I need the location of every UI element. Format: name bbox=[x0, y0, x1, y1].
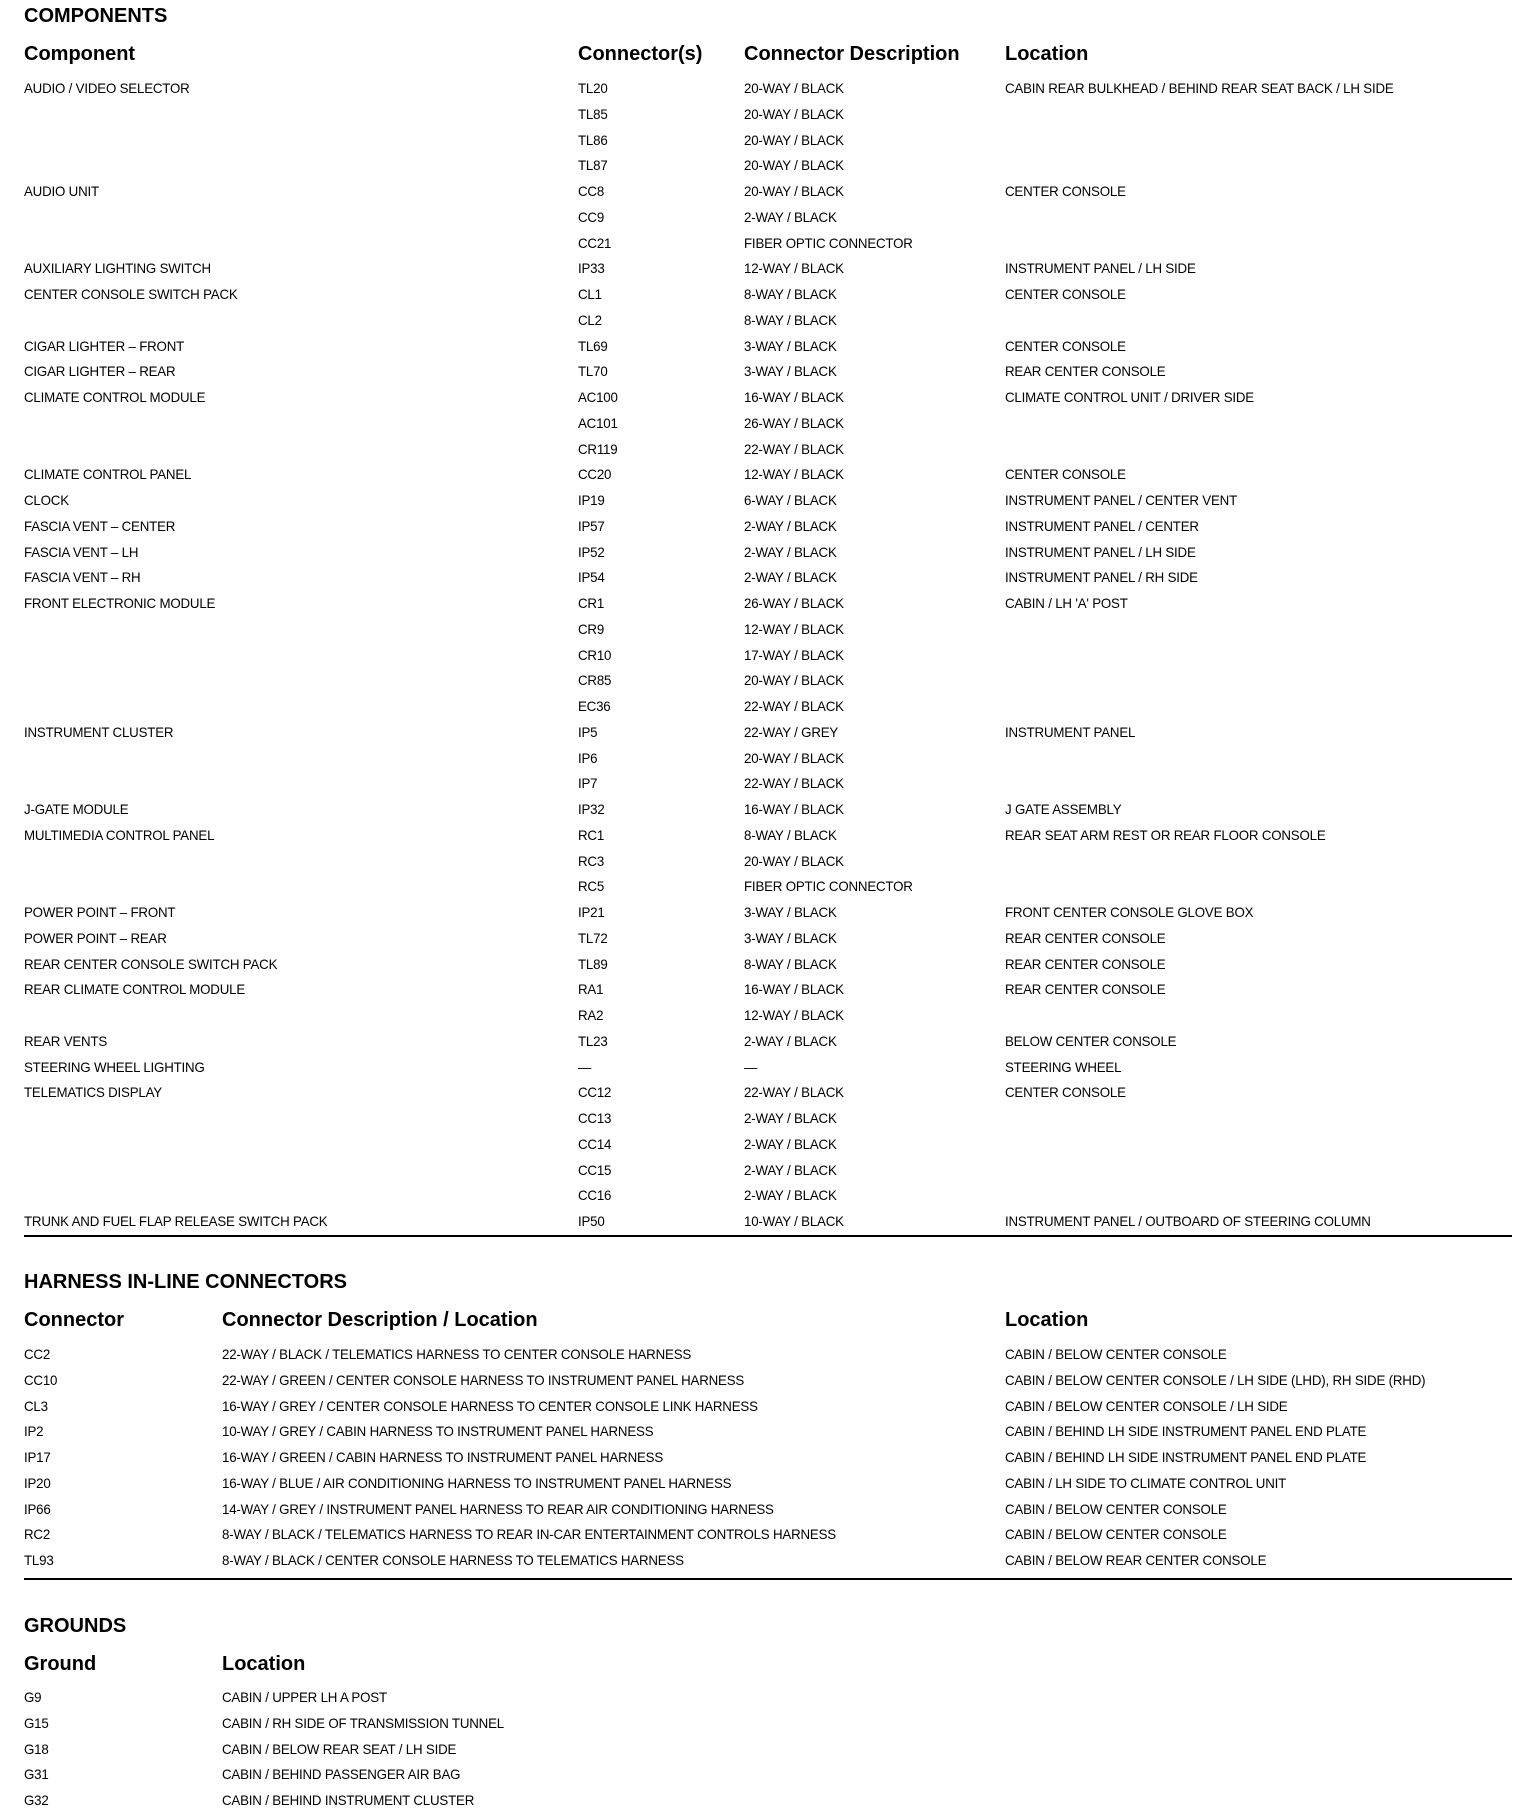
table-row bbox=[0, 1034, 1536, 1060]
connector-id-cell: IP20 bbox=[24, 1474, 51, 1491]
connector-id-cell: EC36 bbox=[578, 698, 611, 714]
connector-description-cell: 26-WAY / BLACK bbox=[744, 414, 844, 431]
connector-description-cell: 2-WAY / BLACK bbox=[744, 543, 837, 560]
component-name-cell: AUDIO UNIT bbox=[24, 183, 99, 199]
table-row bbox=[0, 776, 1536, 802]
harness-section-title: HARNESS IN-LINE CONNECTORS bbox=[24, 1271, 347, 1293]
connector-id-cell: CR10 bbox=[578, 646, 612, 663]
connector-description-cell: 20-WAY / BLACK bbox=[744, 672, 844, 689]
connector-description-cell: 6-WAY / BLACK bbox=[744, 492, 837, 508]
connector-description-cell: 16-WAY / BLACK bbox=[744, 389, 844, 405]
connector-id-cell: CC13 bbox=[578, 1110, 612, 1126]
connector-id-cell: IP66 bbox=[24, 1500, 51, 1517]
connector-description-cell: 2-WAY / BLACK bbox=[744, 1110, 837, 1126]
table-row bbox=[0, 931, 1536, 957]
table-row bbox=[0, 1399, 1536, 1425]
component-name-cell: AUXILIARY LIGHTING SWITCH bbox=[24, 260, 211, 277]
connector-id-cell: RC5 bbox=[578, 878, 605, 895]
connector-description-cell: 8-WAY / BLACK bbox=[744, 286, 837, 302]
location-cell: REAR CENTER CONSOLE bbox=[1005, 955, 1166, 972]
connector-description-cell: 12-WAY / BLACK bbox=[744, 1007, 844, 1023]
connector-description-cell: 22-WAY / GREY bbox=[744, 723, 839, 740]
component-name-cell: CLIMATE CONTROL PANEL bbox=[24, 466, 192, 483]
table-row bbox=[0, 184, 1536, 210]
connector-id-cell: RC2 bbox=[24, 1526, 51, 1543]
table-row bbox=[0, 493, 1536, 519]
table-row bbox=[0, 957, 1536, 983]
header-description-location: Connector Description / Location bbox=[222, 1309, 538, 1331]
component-name-cell: REAR CLIMATE CONTROL MODULE bbox=[24, 981, 246, 998]
connector-id-cell: TL70 bbox=[578, 363, 608, 380]
header-location: Location bbox=[1005, 43, 1089, 65]
table-row bbox=[0, 1553, 1536, 1579]
location-cell: J GATE ASSEMBLY bbox=[1005, 801, 1122, 817]
component-name-cell: REAR VENTS bbox=[24, 1032, 108, 1049]
table-row bbox=[0, 699, 1536, 725]
connector-description-cell: 20-WAY / BLACK bbox=[744, 749, 844, 766]
table-row bbox=[0, 1163, 1536, 1189]
connector-id-cell: IP6 bbox=[578, 749, 598, 766]
location-cell: CABIN / RH SIDE OF TRANSMISSION TUNNEL bbox=[222, 1714, 504, 1731]
table-row bbox=[0, 1502, 1536, 1528]
location-cell: CABIN / LH SIDE TO CLIMATE CONTROL UNIT bbox=[1005, 1474, 1287, 1491]
connector-description-cell: 8-WAY / BLACK / TELEMATICS HARNESS TO REAR IN-CAR ENTERTAINMENT CONTROLS HARNESS bbox=[222, 1526, 836, 1543]
connector-description-cell: 2-WAY / BLACK bbox=[744, 1187, 837, 1204]
location-cell: CENTER CONSOLE bbox=[1005, 1084, 1126, 1101]
connector-id-cell: IP32 bbox=[578, 801, 605, 817]
table-row bbox=[0, 339, 1536, 365]
grounds-section-title: GROUNDS bbox=[24, 1615, 127, 1637]
location-cell: INSTRUMENT PANEL / OUTBOARD OF STEERING COLUMN bbox=[1005, 1213, 1371, 1229]
component-name-cell: STEERING WHEEL LIGHTING bbox=[24, 1058, 205, 1075]
connector-description-cell: 2-WAY / BLACK bbox=[744, 1135, 837, 1152]
table-row bbox=[0, 107, 1536, 133]
connector-id-cell: IP57 bbox=[578, 517, 605, 534]
connector-description-cell: 26-WAY / BLACK bbox=[744, 595, 844, 611]
table-row bbox=[0, 673, 1536, 699]
section-divider bbox=[24, 1235, 1512, 1237]
component-name-cell: FASCIA VENT – RH bbox=[24, 569, 141, 586]
connector-id-cell: CL2 bbox=[578, 311, 602, 328]
location-cell: CABIN / BEHIND LH SIDE INSTRUMENT PANEL END PLATE bbox=[1005, 1423, 1367, 1440]
table-row bbox=[0, 802, 1536, 828]
table-row bbox=[0, 1085, 1536, 1111]
connector-id-cell: CC16 bbox=[578, 1187, 612, 1204]
components-section-title: COMPONENTS bbox=[24, 5, 168, 27]
header-location: Location bbox=[222, 1653, 306, 1675]
ground-id-cell: G32 bbox=[24, 1792, 49, 1808]
connector-id-cell: AC101 bbox=[578, 414, 618, 431]
table-row bbox=[0, 725, 1536, 751]
component-name-cell: CIGAR LIGHTER – FRONT bbox=[24, 337, 185, 354]
connector-id-cell: CC15 bbox=[578, 1161, 612, 1178]
table-row bbox=[0, 1793, 1536, 1819]
component-name-cell: J-GATE MODULE bbox=[24, 801, 129, 817]
table-row bbox=[0, 982, 1536, 1008]
component-name-cell: POWER POINT – REAR bbox=[24, 929, 167, 946]
table-row bbox=[0, 1527, 1536, 1553]
location-cell: BELOW CENTER CONSOLE bbox=[1005, 1032, 1177, 1049]
location-cell: INSTRUMENT PANEL / CENTER VENT bbox=[1005, 492, 1238, 508]
connector-id-cell: — bbox=[578, 1058, 592, 1075]
table-row bbox=[0, 519, 1536, 545]
table-row bbox=[0, 261, 1536, 287]
component-name-cell: INSTRUMENT CLUSTER bbox=[24, 723, 174, 740]
table-row bbox=[0, 596, 1536, 622]
location-cell: CENTER CONSOLE bbox=[1005, 183, 1126, 199]
connector-description-cell: 2-WAY / BLACK bbox=[744, 517, 837, 534]
connector-description-cell: 8-WAY / BLACK bbox=[744, 311, 837, 328]
table-row bbox=[0, 390, 1536, 416]
connector-description-cell: 16-WAY / GREEN / CABIN HARNESS TO INSTRUMENT PANEL HARNESS bbox=[222, 1449, 664, 1465]
table-row bbox=[0, 416, 1536, 442]
location-cell: REAR SEAT ARM REST OR REAR FLOOR CONSOLE bbox=[1005, 826, 1326, 843]
connector-description-cell: 12-WAY / BLACK bbox=[744, 260, 844, 277]
connector-id-cell: CR85 bbox=[578, 672, 612, 689]
connector-description-cell: 2-WAY / BLACK bbox=[744, 1161, 837, 1178]
connector-description-cell: 12-WAY / BLACK bbox=[744, 466, 844, 483]
table-row bbox=[0, 1716, 1536, 1742]
connector-description-cell: 20-WAY / BLACK bbox=[744, 131, 844, 148]
table-row bbox=[0, 1424, 1536, 1450]
connector-id-cell: TL72 bbox=[578, 929, 608, 946]
connector-description-cell: 17-WAY / BLACK bbox=[744, 646, 844, 663]
connector-id-cell: CC12 bbox=[578, 1084, 612, 1101]
connector-id-cell: CC21 bbox=[578, 234, 612, 251]
section-divider bbox=[24, 1578, 1512, 1580]
component-name-cell: MULTIMEDIA CONTROL PANEL bbox=[24, 826, 215, 843]
table-row bbox=[0, 1347, 1536, 1373]
table-row bbox=[0, 313, 1536, 339]
connector-id-cell: IP50 bbox=[578, 1213, 605, 1229]
connector-id-cell: CC2 bbox=[24, 1346, 51, 1362]
location-cell: INSTRUMENT PANEL / LH SIDE bbox=[1005, 543, 1196, 560]
table-row bbox=[0, 1008, 1536, 1034]
location-cell: CENTER CONSOLE bbox=[1005, 466, 1126, 483]
connector-description-cell: 10-WAY / GREY / CABIN HARNESS TO INSTRUMENT PANEL HARNESS bbox=[222, 1423, 654, 1440]
connector-description-cell: FIBER OPTIC CONNECTOR bbox=[744, 234, 913, 251]
connector-description-cell: 22-WAY / BLACK bbox=[744, 775, 844, 792]
table-row bbox=[0, 1111, 1536, 1137]
ground-id-cell: G18 bbox=[24, 1740, 49, 1757]
connector-id-cell: IP21 bbox=[578, 904, 605, 920]
connector-id-cell: RA1 bbox=[578, 981, 604, 998]
location-cell: CABIN / BELOW CENTER CONSOLE / LH SIDE bbox=[1005, 1397, 1288, 1414]
connector-id-cell: CC14 bbox=[578, 1135, 612, 1152]
table-row bbox=[0, 879, 1536, 905]
table-row bbox=[0, 133, 1536, 159]
location-cell: CABIN / BELOW CENTER CONSOLE / LH SIDE (LHD), RH SIDE (RHD) bbox=[1005, 1371, 1426, 1388]
location-cell: CENTER CONSOLE bbox=[1005, 286, 1126, 302]
table-row bbox=[0, 81, 1536, 107]
location-cell: CLIMATE CONTROL UNIT / DRIVER SIDE bbox=[1005, 389, 1254, 405]
connector-description-cell: 20-WAY / BLACK bbox=[744, 157, 844, 174]
connector-description-cell: 16-WAY / BLUE / AIR CONDITIONING HARNESS TO INSTRUMENT PANEL HARNESS bbox=[222, 1474, 732, 1491]
connector-description-cell: 2-WAY / BLACK bbox=[744, 569, 837, 586]
connector-id-cell: RC3 bbox=[578, 852, 605, 869]
component-name-cell: CENTER CONSOLE SWITCH PACK bbox=[24, 286, 238, 302]
connector-id-cell: IP33 bbox=[578, 260, 605, 277]
connector-description-cell: 22-WAY / GREEN / CENTER CONSOLE HARNESS TO INSTRUMENT PANEL HARNESS bbox=[222, 1371, 745, 1388]
table-row bbox=[0, 1767, 1536, 1793]
header-location: Location bbox=[1005, 1309, 1089, 1331]
connector-description-cell: 22-WAY / BLACK bbox=[744, 698, 844, 714]
connector-description-cell: 8-WAY / BLACK / CENTER CONSOLE HARNESS TO TELEMATICS HARNESS bbox=[222, 1552, 684, 1568]
component-name-cell: POWER POINT – FRONT bbox=[24, 904, 176, 920]
table-row bbox=[0, 751, 1536, 777]
component-name-cell: AUDIO / VIDEO SELECTOR bbox=[24, 80, 190, 96]
location-cell: INSTRUMENT PANEL / CENTER bbox=[1005, 517, 1199, 534]
component-name-cell: FASCIA VENT – CENTER bbox=[24, 517, 176, 534]
connector-description-cell: 16-WAY / BLACK bbox=[744, 801, 844, 817]
location-cell: CABIN / BEHIND INSTRUMENT CLUSTER bbox=[222, 1792, 475, 1808]
connector-id-cell: TL86 bbox=[578, 131, 608, 148]
connector-description-cell: 3-WAY / BLACK bbox=[744, 904, 837, 920]
header-connector-description: Connector Description bbox=[744, 43, 960, 65]
component-name-cell: CLOCK bbox=[24, 492, 69, 508]
grounds-rows bbox=[0, 1690, 1536, 1819]
location-cell: CABIN / BELOW CENTER CONSOLE bbox=[1005, 1526, 1227, 1543]
location-cell: CABIN / BEHIND PASSENGER AIR BAG bbox=[222, 1766, 461, 1783]
location-cell: CABIN / BELOW REAR CENTER CONSOLE bbox=[1005, 1552, 1267, 1568]
connector-description-cell: 20-WAY / BLACK bbox=[744, 105, 844, 122]
connector-id-cell: IP17 bbox=[24, 1449, 51, 1465]
component-name-cell: CLIMATE CONTROL MODULE bbox=[24, 389, 206, 405]
table-row bbox=[0, 158, 1536, 184]
table-row bbox=[0, 236, 1536, 262]
connector-description-cell: 16-WAY / GREY / CENTER CONSOLE HARNESS TO CENTER CONSOLE LINK HARNESS bbox=[222, 1397, 758, 1414]
connector-id-cell: CC9 bbox=[578, 208, 605, 225]
location-cell: CABIN / BELOW CENTER CONSOLE bbox=[1005, 1500, 1227, 1517]
connector-id-cell: CL3 bbox=[24, 1397, 48, 1414]
location-cell: CABIN / BELOW REAR SEAT / LH SIDE bbox=[222, 1740, 457, 1757]
location-cell: FRONT CENTER CONSOLE GLOVE BOX bbox=[1005, 904, 1254, 920]
table-row bbox=[0, 442, 1536, 468]
connector-description-cell: 3-WAY / BLACK bbox=[744, 929, 837, 946]
connector-description-cell: 2-WAY / BLACK bbox=[744, 1032, 837, 1049]
table-row bbox=[0, 1373, 1536, 1399]
table-row bbox=[0, 210, 1536, 236]
connector-description-cell: 8-WAY / BLACK bbox=[744, 826, 837, 843]
location-cell: CABIN / LH 'A' POST bbox=[1005, 595, 1128, 611]
connector-description-cell: FIBER OPTIC CONNECTOR bbox=[744, 878, 913, 895]
location-cell: INSTRUMENT PANEL / RH SIDE bbox=[1005, 569, 1198, 586]
connector-id-cell: TL87 bbox=[578, 157, 608, 174]
connector-description-cell: 12-WAY / BLACK bbox=[744, 620, 844, 637]
location-cell: CENTER CONSOLE bbox=[1005, 337, 1126, 354]
connector-id-cell: RC1 bbox=[578, 826, 605, 843]
table-row bbox=[0, 570, 1536, 596]
ground-id-cell: G15 bbox=[24, 1714, 49, 1731]
connector-description-cell: — bbox=[744, 1058, 758, 1075]
connector-id-cell: IP54 bbox=[578, 569, 605, 586]
connector-id-cell: IP19 bbox=[578, 492, 605, 508]
location-cell: REAR CENTER CONSOLE bbox=[1005, 363, 1166, 380]
location-cell: CABIN / UPPER LH A POST bbox=[222, 1689, 387, 1705]
component-name-cell: TRUNK AND FUEL FLAP RELEASE SWITCH PACK bbox=[24, 1213, 328, 1229]
connector-id-cell: RA2 bbox=[578, 1007, 604, 1023]
table-row bbox=[0, 545, 1536, 571]
connector-id-cell: AC100 bbox=[578, 389, 618, 405]
table-row bbox=[0, 828, 1536, 854]
components-rows bbox=[0, 81, 1536, 1240]
connector-id-cell: CR1 bbox=[578, 595, 605, 611]
component-name-cell: FASCIA VENT – LH bbox=[24, 543, 139, 560]
connector-description-cell: 22-WAY / BLACK bbox=[744, 440, 844, 457]
connector-id-cell: CR9 bbox=[578, 620, 605, 637]
harness-rows bbox=[0, 1347, 1536, 1579]
table-row bbox=[0, 1450, 1536, 1476]
connector-description-cell: 2-WAY / BLACK bbox=[744, 208, 837, 225]
component-name-cell: REAR CENTER CONSOLE SWITCH PACK bbox=[24, 955, 278, 972]
connector-description-cell: 20-WAY / BLACK bbox=[744, 183, 844, 199]
table-row bbox=[0, 854, 1536, 880]
header-connectors: Connector(s) bbox=[578, 43, 703, 65]
component-name-cell: CIGAR LIGHTER – REAR bbox=[24, 363, 176, 380]
connector-id-cell: CL1 bbox=[578, 286, 602, 302]
connector-id-cell: TL93 bbox=[24, 1552, 54, 1568]
table-row bbox=[0, 1188, 1536, 1214]
connector-description-cell: 22-WAY / BLACK bbox=[744, 1084, 844, 1101]
component-name-cell: FRONT ELECTRONIC MODULE bbox=[24, 595, 216, 611]
location-cell: INSTRUMENT PANEL bbox=[1005, 723, 1136, 740]
header-ground: Ground bbox=[24, 1653, 97, 1675]
connector-description-cell: 3-WAY / BLACK bbox=[744, 363, 837, 380]
connector-id-cell: IP7 bbox=[578, 775, 598, 792]
component-name-cell: TELEMATICS DISPLAY bbox=[24, 1084, 163, 1101]
location-cell: REAR CENTER CONSOLE bbox=[1005, 929, 1166, 946]
connector-id-cell: TL89 bbox=[578, 955, 608, 972]
connector-id-cell: TL85 bbox=[578, 105, 608, 122]
connector-id-cell: CC8 bbox=[578, 183, 605, 199]
connector-description-cell: 14-WAY / GREY / INSTRUMENT PANEL HARNESS TO REAR AIR CONDITIONING HARNESS bbox=[222, 1500, 774, 1517]
connector-id-cell: TL23 bbox=[578, 1032, 608, 1049]
ground-id-cell: G31 bbox=[24, 1766, 49, 1783]
table-row bbox=[0, 1690, 1536, 1716]
table-row bbox=[0, 1060, 1536, 1086]
connector-description-cell: 16-WAY / BLACK bbox=[744, 981, 844, 998]
table-row bbox=[0, 905, 1536, 931]
connector-id-cell: IP5 bbox=[578, 723, 598, 740]
ground-id-cell: G9 bbox=[24, 1689, 42, 1705]
connector-id-cell: TL69 bbox=[578, 337, 608, 354]
connector-id-cell: IP2 bbox=[24, 1423, 44, 1440]
connector-description-cell: 20-WAY / BLACK bbox=[744, 80, 844, 96]
header-component: Component bbox=[24, 43, 136, 65]
table-row bbox=[0, 467, 1536, 493]
connector-description-cell: 22-WAY / BLACK / TELEMATICS HARNESS TO CENTER CONSOLE HARNESS bbox=[222, 1346, 692, 1362]
connector-description-cell: 10-WAY / BLACK bbox=[744, 1213, 844, 1229]
connector-id-cell: CC10 bbox=[24, 1371, 58, 1388]
connector-description-cell: 8-WAY / BLACK bbox=[744, 955, 837, 972]
connector-id-cell: CR119 bbox=[578, 440, 618, 457]
location-cell: CABIN / BELOW CENTER CONSOLE bbox=[1005, 1346, 1227, 1362]
location-cell: CABIN REAR BULKHEAD / BEHIND REAR SEAT BACK / LH SIDE bbox=[1005, 80, 1394, 96]
location-cell: INSTRUMENT PANEL / LH SIDE bbox=[1005, 260, 1196, 277]
header-connector: Connector bbox=[24, 1309, 124, 1331]
table-row bbox=[0, 1742, 1536, 1768]
location-cell: REAR CENTER CONSOLE bbox=[1005, 981, 1166, 998]
table-row bbox=[0, 1137, 1536, 1163]
table-row bbox=[0, 287, 1536, 313]
connector-description-cell: 20-WAY / BLACK bbox=[744, 852, 844, 869]
location-cell: CABIN / BEHIND LH SIDE INSTRUMENT PANEL END PLATE bbox=[1005, 1449, 1367, 1465]
connector-id-cell: CC20 bbox=[578, 466, 612, 483]
table-row bbox=[0, 1476, 1536, 1502]
connector-description-cell: 3-WAY / BLACK bbox=[744, 337, 837, 354]
connector-id-cell: IP52 bbox=[578, 543, 605, 560]
table-row bbox=[0, 648, 1536, 674]
table-row bbox=[0, 622, 1536, 648]
location-cell: STEERING WHEEL bbox=[1005, 1058, 1122, 1075]
connector-id-cell: TL20 bbox=[578, 80, 608, 96]
table-row bbox=[0, 364, 1536, 390]
